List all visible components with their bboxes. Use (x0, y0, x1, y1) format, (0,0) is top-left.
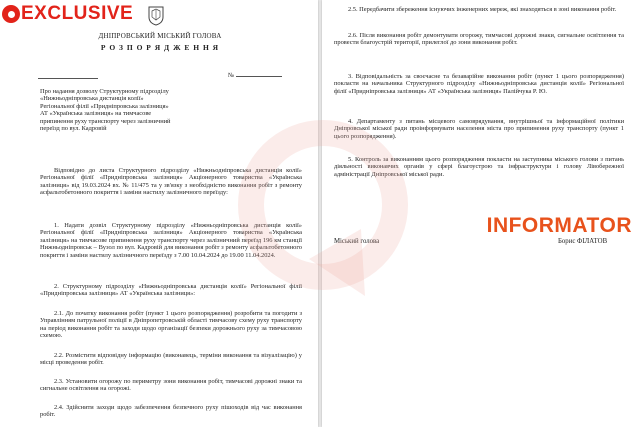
document-type: Р О З П О Р Я Д Ж Е Н Н Я (100, 43, 220, 52)
paragraph-2-5: 2.5. Передбачити збереження існуючих інженерних мереж, які знаходяться в зоні виконання робіт. (348, 6, 617, 13)
paragraph-2-1: 2.1. До початку виконання робіт (пункт 1 цього розпорядження) розробити та погодити з Управлінням патрульної поліції в Дніпропетровській області тимчасову схему руху транспорту на період виконання робіт та заходи щодо організації безпеки дорожнього руху за тимчасовою схемою. (40, 310, 302, 340)
document-subject: Про надання дозволу Структурному підрозділу «Нижньодніпровська дистанція колії» Регіональної філії «Придніпровська залізниця» АТ «Українська залізниця» на тимчасове припинення руху транспорту через залізничний переїзд по вул. Кадровій (40, 88, 171, 133)
intro-paragraph: Відповідно до листа Структурного підрозділу «Нижньодніпровська дистанція колії» Регіональної філії «Придніпровська залізниця» Акціонерного товариства «Українська залізниця» від 19.03.2024 вх. № 11/475 та у зв'язку з необхідністю виконання робіт з ремонту асфальтобетонного покриття і заміни настилу залізничного переїзду: (40, 167, 302, 197)
paragraph-4: 4. Департаменту з питань місцевого самоврядування, внутрішньої та інформаційної політики Дніпровської міської ради проінформувати населення міста про припинення руху транспорту (пункт 1 цього розпорядження). (334, 118, 624, 140)
org-header: ДНІПРОВСЬКИЙ МІСЬКИЙ ГОЛОВА (98, 32, 222, 40)
paragraph-1: 1. Надати дозвіл Структурному підрозділу «Нижньодніпровська дистанція колії» Регіональної філії «Придніпровська залізниця» Акціонерного товариства «Українська залізниця» на тимчасове припинення руху транспорту через залізничний переїзд 196 км станції Нижньодніпровськ – Вузол по вул. Кадровій для виконання робіт з ремонту асфальтобетонного покриття і заміни настилу залізничного переїзду з 7.00 10.04.2024 до 19.00 11.04.2024. (40, 222, 302, 259)
paragraph-2-4: 2.4. Здійснити заходи щодо забезпечення безпечного руху пішоходів від час виконання робіт. (40, 404, 302, 419)
city-emblem-icon (148, 6, 164, 26)
paragraph-2-2: 2.2. Розмістити відповідну інформацію (виконавець, терміни виконання та візуалізацію) у місці проведення робіт. (40, 352, 302, 367)
signature-title: Міський голова (334, 238, 380, 245)
paragraph-3: 3. Відповідальність за своєчасне та безаварійне виконання робіт (пункт 1 цього розпорядження) покласти на начальника Структурного підрозділу «Нижньодніпровська дистанція колії» Регіональної філії «Придніпровська залізниця» АТ «Українська залізниця» Палійчука Р. Ю. (334, 73, 624, 95)
date-line (38, 78, 98, 79)
record-icon (2, 5, 20, 23)
exclusive-badge (2, 3, 133, 25)
paragraph-2-6: 2.6. Після виконання робіт демонтувати огорожу, тимчасові дорожні знаки, сигнальне освітлення та провести благоустрій території, прилеглої до зони виконання робіт. (334, 32, 624, 47)
paragraph-5: 5. Контроль за виконанням цього розпорядження покласти на заступника міського голови з питань діяльності виконавчих органів у сфері благоустрою та інфраструктури і голову Лівобережної адміністрації Дніпровської міської ради. (334, 156, 624, 178)
paragraph-2-3: 2.3. Установити огорожу по периметру зони виконання робіт, тимчасові дорожні знаки та сигнальне освітлення на огорожі. (40, 378, 302, 393)
number-sign: № (228, 72, 235, 79)
number-field (228, 72, 288, 79)
exclusive-label: EXCLUSIVE (21, 3, 134, 24)
paragraph-2: 2. Структурному підрозділу «Нижньодніпровська дистанція колії» Регіональної філії «Придніпровська залізниця» АТ «Українська залізниця»: (40, 283, 302, 298)
signature-name: Борис ФІЛАТОВ (558, 238, 608, 245)
informator-logo: INFORMATOR (486, 214, 632, 237)
